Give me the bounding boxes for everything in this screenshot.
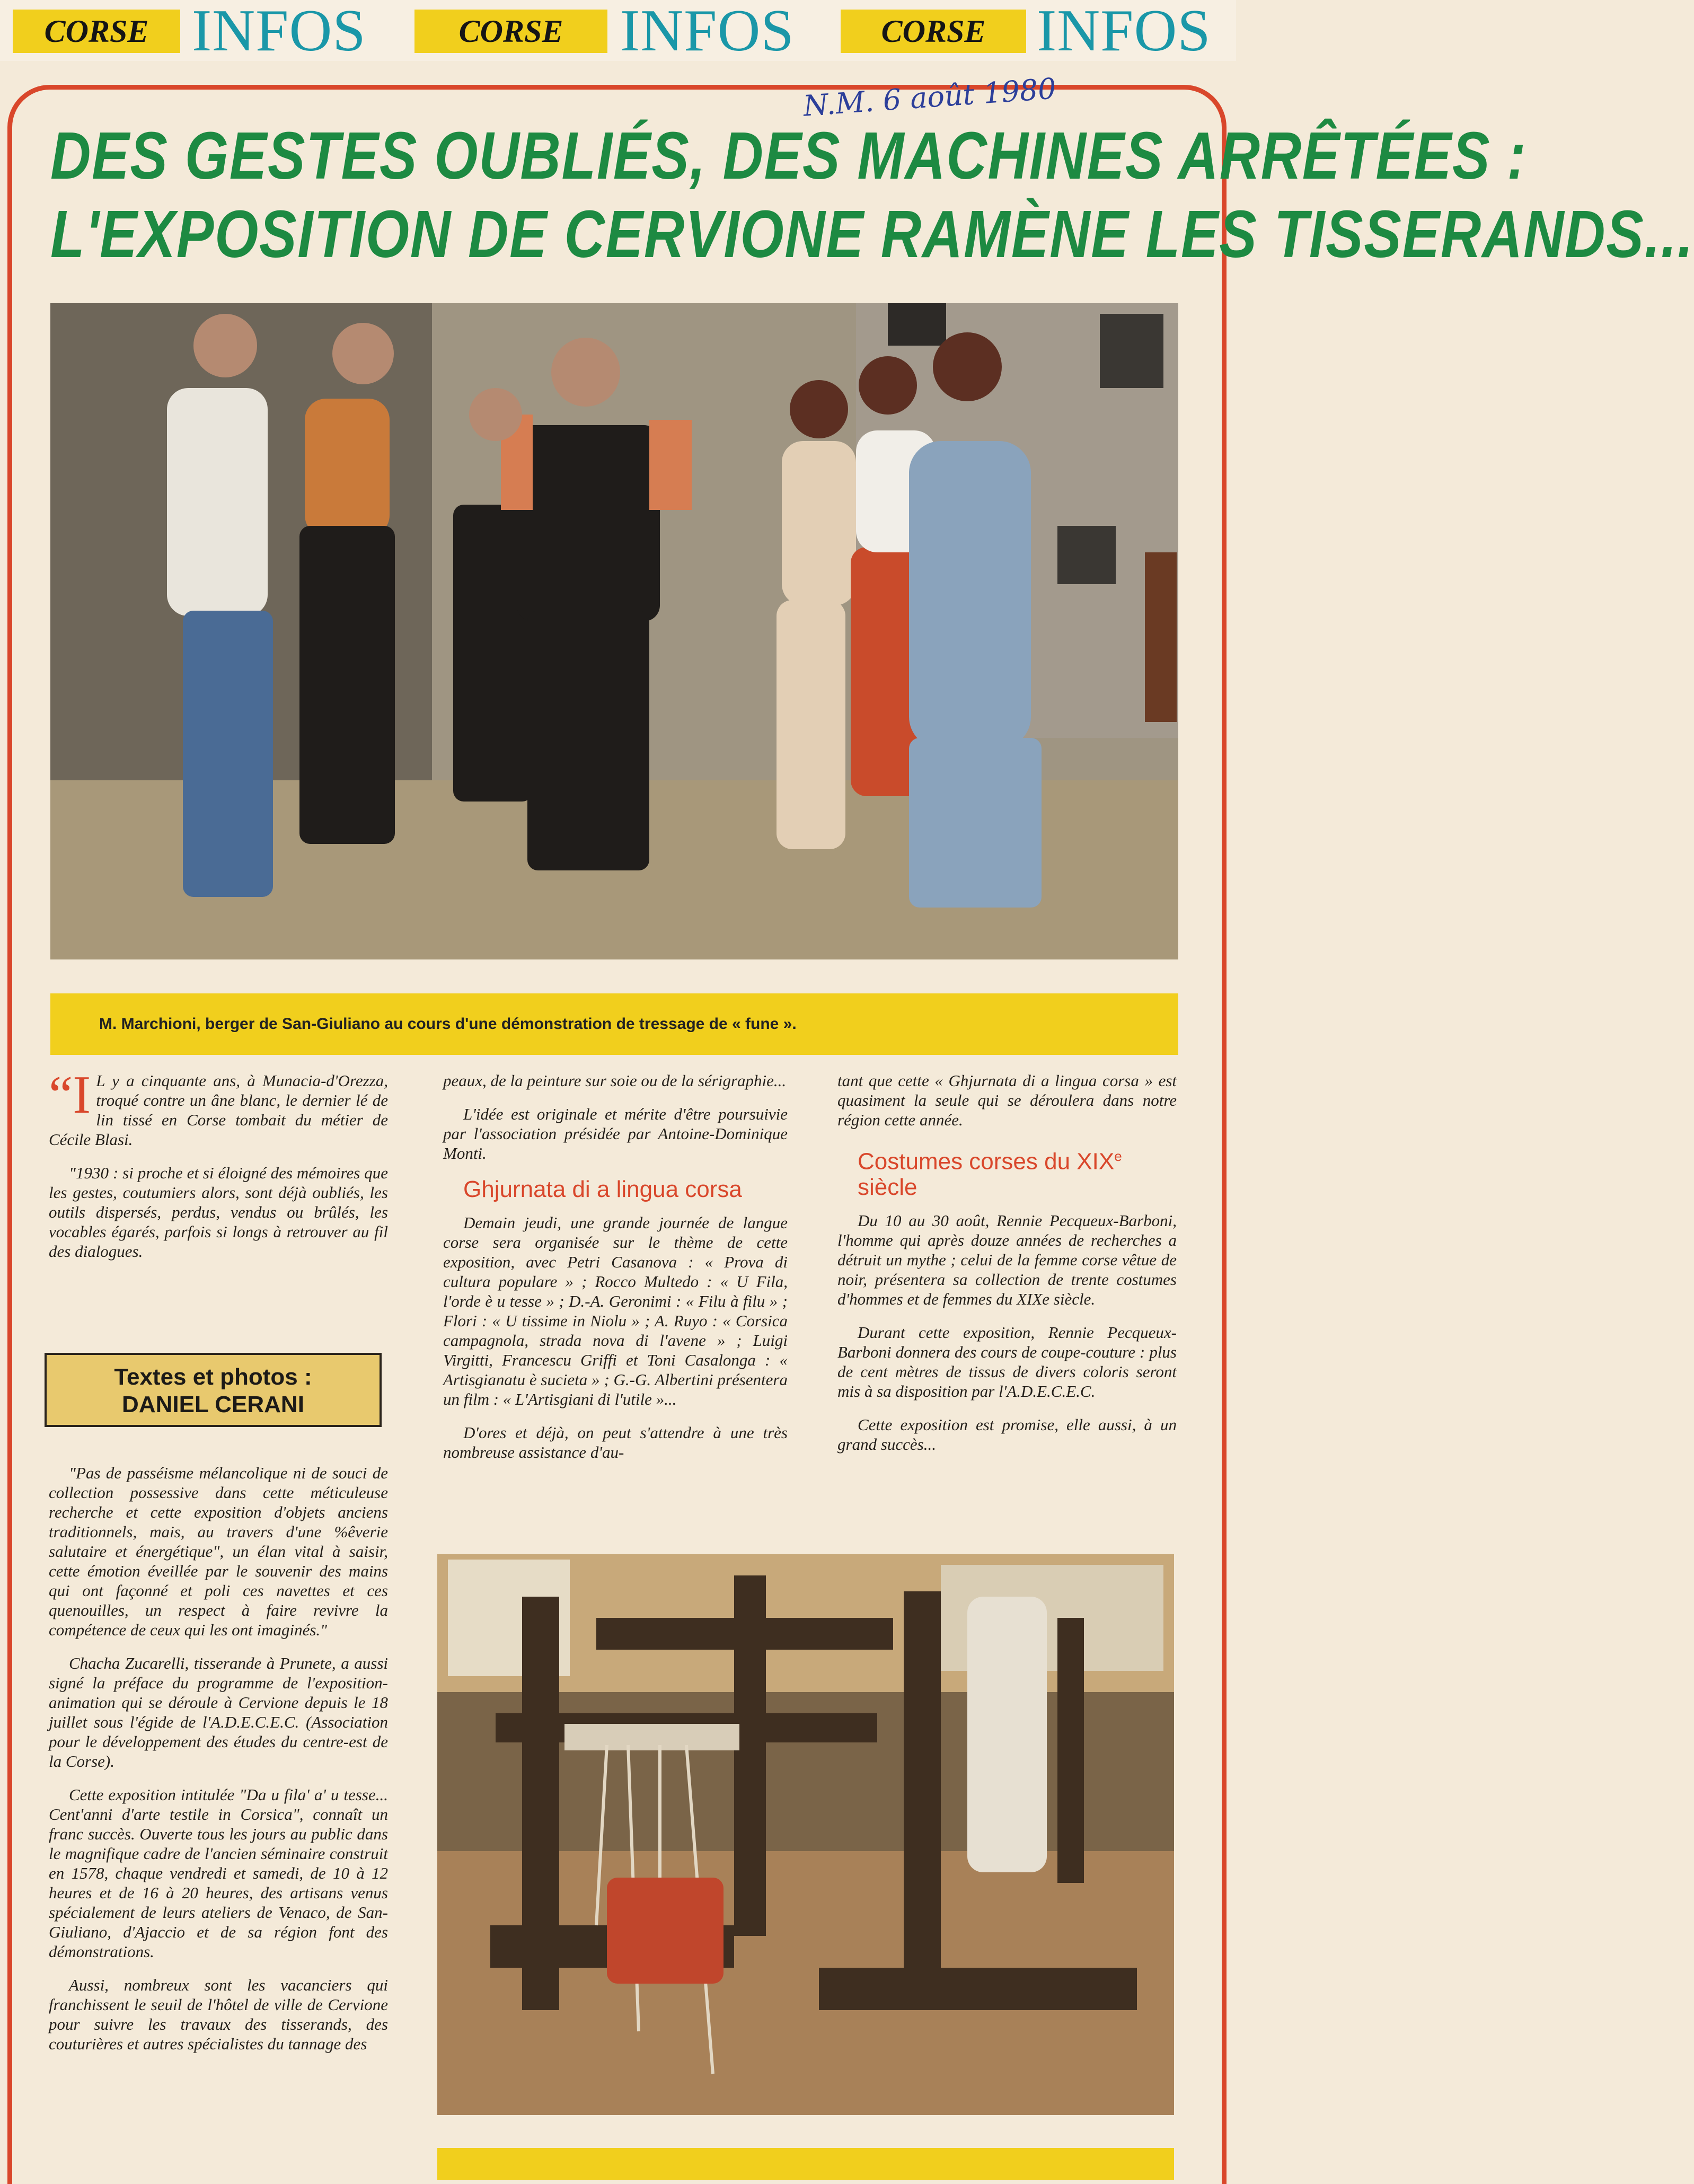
- masthead-corse-label: CORSE: [414, 10, 607, 53]
- article-column-1-continued: [49, 1463, 388, 2067]
- article-column-3: [837, 1071, 1177, 1468]
- masthead-infos-label: INFOS: [192, 0, 366, 64]
- drop-cap: “I: [49, 1065, 91, 1125]
- handwritten-date-note: N.M. 6 août 1980: [802, 72, 1057, 123]
- headline-line-1: DES GESTES OUBLIÉS, DES MACHINES ARRÊTÉES :: [50, 118, 1527, 193]
- paragraph: L'idée est originale et mérite d'être poursuivie par l'association présidée par Antoine-Dominique Monti.: [443, 1105, 788, 1163]
- credit-box: [45, 1353, 382, 1427]
- section-heading-costumes: Costumes corses du XIXe siècle: [858, 1148, 1122, 1200]
- credit-author: DANIEL CERANI: [122, 1392, 304, 1417]
- headline: [50, 117, 1694, 274]
- credit-label: Textes et photos :: [114, 1364, 312, 1390]
- paragraph: tant que cette « Ghjurnata di a lingua corsa » est quasiment la seule qui se déroulera dans notre région cette année.: [837, 1071, 1177, 1129]
- paragraph: peaux, de la peinture sur soie ou de la sérigraphie...: [443, 1071, 787, 1090]
- paragraph: Durant cette exposition, Rennie Pecqueux-Barboni donnera des cours de coupe-couture : plus de cent mètres de tissus de divers coloris seront mis à sa disposition par l'A.D.E.C.E.C.: [837, 1323, 1177, 1401]
- paragraph: Du 10 au 30 août, Rennie Pecqueux-Barboni, l'homme qui après douze années de recherches a détruit un mythe ; celui de la femme corse vêtue de noir, présentera sa collection de trente costumes d'hommes et de femmes du XIXe siècle.: [837, 1211, 1177, 1308]
- paragraph: Aussi, nombreux sont les vacanciers qui franchissent le seuil de l'hôtel de ville de Cervione pour suivre les travaux des tisserands, des couturières et autres spécialistes du tannage des: [49, 1976, 388, 2053]
- paragraph: Cette exposition intitulée "Da u fila' a' u tesse... Cent'anni d'arte testile in Corsica", connaît un franc succès. Ouverte tous les jours au public dans le magnifique cadre de l'ancien séminaire construit en 1578, chaque vendredi et samedi, de 10 à 12 heures et de 16 à 20 heures, des artisans venus spécialement de leurs ateliers de Venaco, de San-Giuliano, d'Ajaccio et de sa région font des démonstrations.: [49, 1785, 388, 1961]
- paragraph: D'ores et déjà, on peut s'attendre à une très nombreuse assistance d'au-: [443, 1423, 788, 1461]
- masthead-infos-label: INFOS: [620, 0, 795, 64]
- section-heading-lingua-corsa: Ghjurnata di a lingua corsa: [463, 1176, 742, 1202]
- photo-caption: M. Marchioni, berger de San-Giuliano au cours d'une démonstration de tressage de « fune ».: [50, 993, 1178, 1055]
- photo-weavers-demonstration: [50, 303, 1178, 959]
- paragraph: Chacha Zucarelli, tisserande à Prunete, a aussi signé la préface du programme de l'exposition-animation qui se déroule à Cervione depuis le 18 juillet sous l'égide de l'A.D.E.C.E.C. (Association pour le développement des études du centre-est de la Corse).: [49, 1654, 388, 1771]
- photo-loom: [437, 1554, 1174, 2115]
- paragraph: "Pas de passéisme mélancolique ni de souci de collection possessive dans cette méticuleuse recherche et cette exposition d'objets anciens traditionnels, mais, au travers d'une %êverie salutaire et énergétique", un élan vital à saisir, cette émotion éveillée par le souvenir des mains qui ont façonné et poli ces navettes et ces quenouilles, un respect à faire revivre la compétence de ceux qui les ont imaginés.": [49, 1464, 388, 1639]
- bottom-banner: [437, 2148, 1174, 2180]
- masthead-infos-label: INFOS: [1037, 0, 1211, 64]
- paragraph: "1930 : si proche et si éloigné des mémoires que les gestes, coutumiers alors, sont déjà oubliés, les outils dispersés, perdus, vendus ou brûlés, les vocables égarés, parfois si longs à retrouver au fil des dialogues.: [49, 1164, 388, 1261]
- paragraph: L y a cinquante ans, à Munacia-d'Orezza, troqué contre un âne blanc, le dernier lé de lin tissé en Corse tombait du métier de Cécile Blasi.: [49, 1071, 388, 1149]
- paragraph: Demain jeudi, une grande journée de langue corse sera organisée sur le thème de cette exposition, avec Petri Casanova : « Prova di cultura populare » ; Rocco Multedo : « U Fila, l'orde è u tesse » ; D.-A. Geronimi : « Filu à filu » ; Flori : « U tissime in Niolu » ; A. Ruyo : « Corsica campagnola, strada nova di l'avene » ; Luigi Virgitti, Francescu Griffi et Toni Casalonga : « Artisgianatu è sucieta » ; G.-G. Albertini présentera un film : « L'Artisgiani di l'utile »...: [443, 1213, 788, 1408]
- paragraph: Cette exposition est promise, elle aussi, à un grand succès...: [837, 1415, 1177, 1454]
- masthead: [0, 0, 1236, 64]
- masthead-corse-label: CORSE: [13, 10, 180, 53]
- article-column-1: [49, 1065, 388, 1275]
- headline-line-2: L'EXPOSITION DE CERVIONE RAMÈNE LES TISSERANDS...: [50, 197, 1694, 271]
- masthead-corse-label: CORSE: [841, 10, 1026, 53]
- article-column-2: [443, 1071, 788, 1476]
